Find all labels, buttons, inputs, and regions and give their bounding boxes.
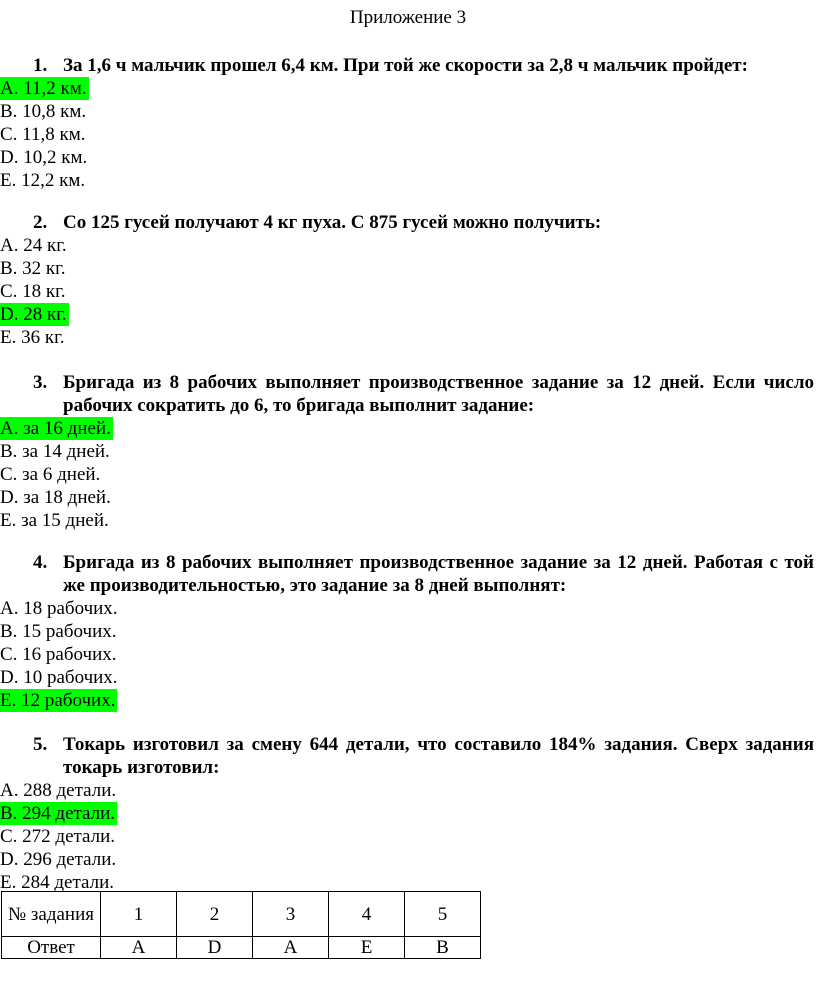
question-text	[0, 551, 816, 597]
question-1	[0, 54, 816, 192]
option-label: B. 32 кг.	[0, 258, 66, 279]
question-3	[0, 371, 816, 532]
table-row	[2, 937, 481, 959]
table-row	[2, 892, 481, 937]
option-label: E. 12,2 км.	[0, 170, 86, 191]
task-number-cell: 3	[253, 892, 329, 937]
question-text	[0, 211, 816, 234]
question-statement: Со 125 гусей получают 4 кг пуха. С 875 гусей можно получить:	[63, 212, 602, 233]
question-statement: За 1,6 ч мальчик прошел 6,4 км. При той же скорости за 2,8 ч мальчик пройдет:	[63, 55, 748, 76]
option-label: A. за 16 дней.	[0, 418, 111, 439]
option-label: D. 10,2 км.	[0, 147, 88, 168]
option-label: E. за 15 дней.	[0, 510, 109, 531]
option-c	[0, 825, 816, 848]
option-e	[0, 326, 816, 349]
option-label: A. 288 детали.	[0, 780, 117, 801]
option-e	[0, 509, 816, 532]
answer-cell: A	[253, 937, 329, 959]
option-label: D. 296 детали.	[0, 849, 117, 870]
answer-cell: B	[405, 937, 481, 959]
option-d	[0, 146, 816, 169]
option-c	[0, 463, 816, 486]
question-number: 1.	[33, 55, 48, 76]
answer-table	[1, 891, 481, 959]
header-label-cell: № задания	[2, 892, 101, 937]
option-label: E. 36 кг.	[0, 327, 65, 348]
answer-cell: A	[101, 937, 177, 959]
answer-cell: D	[177, 937, 253, 959]
question-4	[0, 551, 816, 712]
option-d	[0, 486, 816, 509]
option-label: E. 12 рабочих.	[0, 690, 116, 711]
question-statement: Бригада из 8 рабочих выполняет производственное задание за 12 дней. Если число рабочих сократить до 6, то бригада выполнит задание:	[63, 372, 814, 416]
question-number: 3.	[33, 372, 48, 393]
option-label: C. 272 детали.	[0, 826, 116, 847]
option-b	[0, 257, 816, 280]
option-a	[0, 234, 816, 257]
task-number-cell: 4	[329, 892, 405, 937]
option-a	[0, 77, 816, 100]
option-e	[0, 689, 816, 712]
option-c	[0, 123, 816, 146]
option-a	[0, 597, 816, 620]
question-2	[0, 211, 816, 349]
question-5	[0, 733, 816, 894]
question-number: 2.	[33, 212, 48, 233]
option-a	[0, 417, 816, 440]
option-label: B. 15 рабочих.	[0, 621, 117, 642]
option-label: C. 11,8 км.	[0, 124, 86, 145]
option-label: D. 28 кг.	[0, 304, 67, 325]
option-b	[0, 620, 816, 643]
question-number: 4.	[33, 552, 48, 573]
row-label-cell: Ответ	[2, 937, 101, 959]
option-label: C. за 6 дней.	[0, 464, 101, 485]
option-d	[0, 666, 816, 689]
option-e	[0, 169, 816, 192]
option-b	[0, 802, 816, 825]
option-label: A. 18 рабочих.	[0, 598, 118, 619]
question-number: 5.	[33, 734, 48, 755]
option-label: C. 18 кг.	[0, 281, 66, 302]
task-number-cell: 2	[177, 892, 253, 937]
question-text	[0, 54, 816, 77]
option-label: A. 24 кг.	[0, 235, 67, 256]
task-number-cell: 1	[101, 892, 177, 937]
option-c	[0, 280, 816, 303]
option-label: B. 294 детали.	[0, 803, 116, 824]
option-d	[0, 848, 816, 871]
option-label: E. 284 детали.	[0, 872, 114, 893]
answer-cell: E	[329, 937, 405, 959]
task-number-cell: 5	[405, 892, 481, 937]
question-statement: Токарь изготовил за смену 644 детали, что составило 184% задания. Сверх задания токарь изготовил:	[63, 734, 814, 778]
option-a	[0, 779, 816, 802]
page-title: Приложение 3	[349, 7, 467, 28]
question-text	[0, 733, 816, 779]
option-d	[0, 303, 816, 326]
option-b	[0, 440, 816, 463]
option-label: D. за 18 дней.	[0, 487, 111, 508]
option-label: B. 10,8 км.	[0, 101, 87, 122]
question-text	[0, 371, 816, 417]
option-label: A. 11,2 км.	[0, 78, 87, 99]
option-c	[0, 643, 816, 666]
option-b	[0, 100, 816, 123]
option-label: B. за 14 дней.	[0, 441, 110, 462]
option-label: C. 16 рабочих.	[0, 644, 117, 665]
option-label: D. 10 рабочих.	[0, 667, 118, 688]
question-statement: Бригада из 8 рабочих выполняет производственное задание за 12 дней. Работая с той же производительностью, это задание за 8 дней выполнят:	[63, 552, 814, 596]
